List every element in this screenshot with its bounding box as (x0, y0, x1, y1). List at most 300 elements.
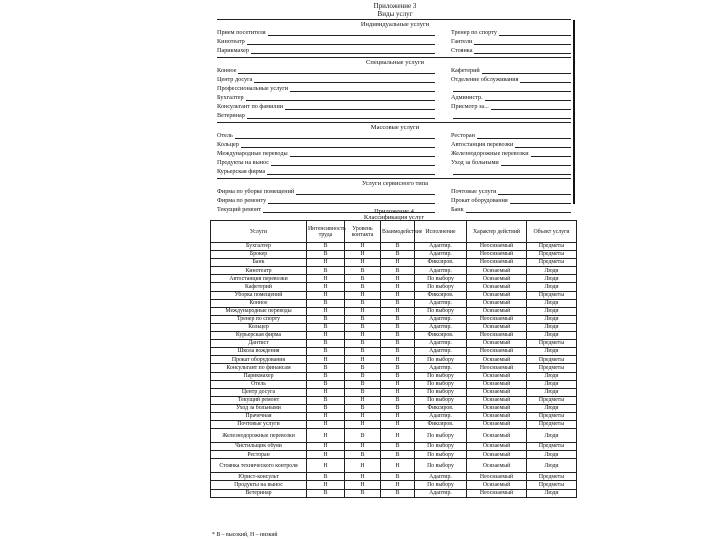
table-row (211, 332, 577, 340)
table-cell: В (381, 315, 415, 323)
table-row (211, 243, 577, 251)
service-name: Фирма по уборке помещений (217, 188, 295, 195)
right-service-line (451, 111, 571, 120)
table-cell: Н (307, 451, 345, 459)
table-row (211, 396, 577, 404)
service-name: Кинотеатр (217, 38, 245, 45)
table-cell: Предметы (527, 473, 577, 481)
service-name-cell: Стоянка технического контроля (211, 459, 307, 473)
table-cell: Н (345, 259, 381, 267)
table-cell: Неосязаемый (467, 332, 527, 340)
table-cell: Н (345, 421, 381, 429)
table-cell: В (345, 315, 381, 323)
table-cell: Н (345, 459, 381, 473)
table-cell: Адаптир. (415, 340, 467, 348)
table-cell: Люди (527, 372, 577, 380)
table-cell: Н (307, 356, 345, 364)
table-cell: В (307, 315, 345, 323)
right-service-line (451, 93, 571, 102)
table-cell: Н (307, 275, 345, 283)
table-cell: Люди (527, 380, 577, 388)
table-row (211, 481, 577, 489)
table-cell: Н (381, 283, 415, 291)
table-cell: Фиксиров. (415, 421, 467, 429)
table-cell: Н (307, 443, 345, 451)
table-cell: Люди (527, 307, 577, 315)
table-cell: Люди (527, 459, 577, 473)
table-cell: По выбору (415, 283, 467, 291)
table-cell: В (307, 473, 345, 481)
table-row (211, 489, 577, 497)
table-cell: По выбору (415, 396, 467, 404)
left-service-line (217, 149, 435, 158)
table-row (211, 388, 577, 396)
service-name: Текущий ремонт (217, 206, 262, 213)
service-name-cell: Текущий ремонт (211, 396, 307, 404)
table-row (211, 473, 577, 481)
table-cell: Осязаемый (467, 412, 527, 420)
table-cell: Н (345, 412, 381, 420)
table-cell: В (381, 332, 415, 340)
table-row (211, 259, 577, 267)
service-name (451, 112, 453, 119)
table-cell: Предметы (527, 356, 577, 364)
service-name: Прием посетителя (217, 29, 266, 36)
service-name: Банк (451, 206, 464, 213)
service-name (451, 85, 453, 92)
table-body (211, 243, 577, 498)
service-name-cell: Тренер по спорту (211, 315, 307, 323)
table-cell: Осязаемый (467, 372, 527, 380)
table-cell: В (381, 396, 415, 404)
table-cell: Н (381, 307, 415, 315)
column-header: Характер действий (467, 221, 527, 243)
service-name-cell: Железнодорожные перевозки (211, 429, 307, 443)
table-cell: Н (381, 459, 415, 473)
right-service-line (451, 37, 571, 46)
service-name: Курьерская фирма (217, 168, 266, 175)
table-cell: В (381, 372, 415, 380)
table-cell: Люди (527, 267, 577, 275)
service-name: Международные переводы (217, 150, 288, 157)
table-cell: Предметы (527, 291, 577, 299)
service-name-cell: Автостанция перевозки (211, 275, 307, 283)
table-cell: По выбору (415, 356, 467, 364)
right-service-line (451, 75, 571, 84)
table-cell: В (345, 283, 381, 291)
table-cell: В (345, 388, 381, 396)
table-cell: В (381, 299, 415, 307)
table-cell: По выбору (415, 443, 467, 451)
table-footnote: * В – высокий, Н – низкий (212, 532, 278, 538)
service-name-cell: Кинотеатр (211, 267, 307, 275)
table-cell: В (345, 451, 381, 459)
table-cell: Люди (527, 275, 577, 283)
table-cell: В (307, 348, 345, 356)
table-row (211, 299, 577, 307)
table-cell: В (381, 451, 415, 459)
service-name-cell: Чистильщик обуви (211, 443, 307, 451)
service-name-cell: Прокат оборудования (211, 356, 307, 364)
table-cell: Предметы (527, 364, 577, 372)
table-row (211, 412, 577, 420)
table-cell: Осязаемый (467, 299, 527, 307)
table-cell: Адаптир. (415, 323, 467, 331)
table-cell: Осязаемый (467, 340, 527, 348)
table-cell: Адаптир. (415, 364, 467, 372)
table-cell: Н (307, 459, 345, 473)
left-service-line (217, 158, 435, 167)
right-service-line (451, 140, 571, 149)
service-name: Конное (217, 67, 237, 74)
table-cell: Н (307, 388, 345, 396)
service-name: Кольцер (217, 141, 239, 148)
table-cell: Предметы (527, 340, 577, 348)
service-name: Железнодорожные перевозки (451, 150, 529, 157)
service-name-cell: Брокер (211, 251, 307, 259)
table-cell: В (381, 267, 415, 275)
table-cell: В (345, 404, 381, 412)
appendix-4 (210, 208, 578, 540)
table-row (211, 364, 577, 372)
appendix-3-heading: Приложение 3 (373, 2, 417, 10)
table-cell: Адаптир. (415, 243, 467, 251)
service-classification-table (210, 220, 577, 498)
section-title: Индивидуальные услуги (360, 21, 430, 28)
service-name: Бухгалтер (217, 94, 244, 101)
table-cell: Адаптир. (415, 251, 467, 259)
service-name: Прокат оборудования (451, 197, 508, 204)
table-cell: Люди (527, 348, 577, 356)
service-name: Отель (217, 132, 233, 139)
table-cell: В (345, 372, 381, 380)
table-row (211, 356, 577, 364)
left-service-line (217, 84, 435, 93)
table-cell: Н (307, 481, 345, 489)
table-cell: Осязаемый (467, 267, 527, 275)
table-cell: Н (307, 307, 345, 315)
table-cell: Осязаемый (467, 451, 527, 459)
table-cell: Н (345, 251, 381, 259)
left-service-line (217, 75, 435, 84)
table-cell: В (381, 348, 415, 356)
table-cell: В (381, 340, 415, 348)
table-row (211, 429, 577, 443)
table-cell: Фиксиров. (415, 332, 467, 340)
service-name-cell: Международные переводы (211, 307, 307, 315)
table-cell: Осязаемый (467, 275, 527, 283)
service-name-cell: Парикмахер (211, 372, 307, 380)
table-cell: Люди (527, 332, 577, 340)
service-name-cell: Бухгалтер (211, 243, 307, 251)
table-cell: Фиксиров. (415, 404, 467, 412)
table-row (211, 459, 577, 473)
table-cell: В (345, 299, 381, 307)
left-service-line (217, 93, 435, 102)
table-cell: Н (381, 421, 415, 429)
table-cell: Неосязаемый (467, 489, 527, 497)
table-cell: В (381, 489, 415, 497)
table-cell: Неосязаемый (467, 348, 527, 356)
service-name-cell: Банк (211, 259, 307, 267)
table-cell: В (345, 489, 381, 497)
table-row (211, 307, 577, 315)
table-cell: В (345, 348, 381, 356)
left-service-line (217, 196, 435, 205)
table-cell: Осязаемый (467, 459, 527, 473)
service-name: Парикмахер (217, 47, 250, 54)
appendix-4-subheading: Классификация услуг (363, 214, 425, 221)
table-cell: Предметы (527, 396, 577, 404)
table-cell: По выбору (415, 307, 467, 315)
table-cell: Осязаемый (467, 421, 527, 429)
column-header: Уровень контакта (345, 221, 381, 243)
left-service-line (217, 111, 435, 120)
table-cell: Предметы (527, 243, 577, 251)
table-cell: Осязаемый (467, 481, 527, 489)
table-row (211, 348, 577, 356)
table-row (211, 372, 577, 380)
service-name-cell: Юрист-консульт (211, 473, 307, 481)
right-service-line (451, 46, 571, 55)
service-name: Почтовые услуги (451, 188, 497, 195)
table-row (211, 315, 577, 323)
right-service-line (451, 102, 571, 111)
table-cell: По выбору (415, 429, 467, 443)
table-cell: Фиксиров. (415, 291, 467, 299)
table-cell: По выбору (415, 388, 467, 396)
table-cell: В (345, 340, 381, 348)
service-name: Фирма по ремонту (217, 197, 267, 204)
table-cell: В (307, 251, 345, 259)
left-service-line (217, 187, 435, 196)
table-cell: Предметы (527, 481, 577, 489)
table-cell: Н (345, 243, 381, 251)
table-cell: Н (345, 443, 381, 451)
service-name: Центр досуга (217, 76, 253, 83)
table-cell: Н (307, 429, 345, 443)
table-cell: Н (307, 283, 345, 291)
service-name-cell: Кольцер (211, 323, 307, 331)
table-cell: Осязаемый (467, 356, 527, 364)
table-cell: Н (307, 332, 345, 340)
table-cell: В (307, 489, 345, 497)
service-name-cell: Конное (211, 299, 307, 307)
service-name-cell: Прачечная (211, 412, 307, 420)
table-cell: Н (345, 356, 381, 364)
column-header: Услуги (211, 221, 307, 243)
left-service-line (217, 102, 435, 111)
right-service-line (451, 167, 571, 176)
table-cell: Осязаемый (467, 283, 527, 291)
table-cell: Н (307, 412, 345, 420)
right-service-line (451, 158, 571, 167)
table-row (211, 340, 577, 348)
service-name: Гантели (451, 38, 473, 45)
table-cell: Н (381, 481, 415, 489)
section-title: Услуги сервисного типа (361, 180, 429, 187)
table-cell: В (307, 323, 345, 331)
table-cell: Неосязаемый (467, 364, 527, 372)
section-divider (217, 122, 571, 123)
table-cell: Неосязаемый (467, 243, 527, 251)
table-cell: Люди (527, 451, 577, 459)
table-cell: Предметы (527, 259, 577, 267)
left-service-line (217, 167, 435, 176)
table-row (211, 380, 577, 388)
table-row (211, 275, 577, 283)
service-name: Ресторан (451, 132, 475, 139)
table-cell: Люди (527, 315, 577, 323)
service-name: Продукты на вынос (217, 159, 270, 166)
table-cell: В (381, 404, 415, 412)
service-name: Присмотр за... (451, 103, 489, 110)
table-cell: По выбору (415, 481, 467, 489)
table-cell: Адаптир. (415, 299, 467, 307)
table-cell: Н (345, 307, 381, 315)
table-cell: В (307, 404, 345, 412)
table-cell: Предметы (527, 443, 577, 451)
service-name: Консультант по фамилии (217, 103, 284, 110)
table-cell: Н (381, 380, 415, 388)
service-name-cell: Курьерская фирма (211, 332, 307, 340)
left-service-line (217, 46, 435, 55)
right-service-line (451, 187, 571, 196)
column-header: Объект услуги (527, 221, 577, 243)
table-cell: В (345, 275, 381, 283)
table-cell: Н (307, 259, 345, 267)
section-title: Массовые услуги (370, 124, 420, 131)
section-divider (217, 57, 571, 58)
table-cell: По выбору (415, 275, 467, 283)
table-cell: По выбору (415, 451, 467, 459)
table-cell: В (381, 473, 415, 481)
table-cell: Адаптир. (415, 348, 467, 356)
table-cell: Люди (527, 323, 577, 331)
service-name (451, 168, 453, 175)
table-cell: В (381, 443, 415, 451)
table-cell: Н (345, 473, 381, 481)
left-service-line (217, 140, 435, 149)
table-cell: Адаптир. (415, 315, 467, 323)
left-service-line (217, 28, 435, 37)
left-service-line (217, 66, 435, 75)
table-cell: Осязаемый (467, 323, 527, 331)
table-cell: Н (381, 356, 415, 364)
service-name-cell: Дантист (211, 340, 307, 348)
table-cell: В (307, 340, 345, 348)
right-service-line (451, 196, 571, 205)
appendix-3-subheading: Виды услуг (377, 10, 413, 18)
table-cell: Предметы (527, 251, 577, 259)
table-cell: Н (381, 412, 415, 420)
service-name: Ветеринар (217, 112, 245, 119)
table-row (211, 421, 577, 429)
service-name-cell: Консультант по финансам (211, 364, 307, 372)
service-name: Тренер по спорту (451, 29, 497, 36)
table-cell: Люди (527, 404, 577, 412)
table-header-row (211, 221, 577, 243)
table-cell: Осязаемый (467, 443, 527, 451)
table-cell: В (307, 267, 345, 275)
column-header: Исполнение (415, 221, 467, 243)
table-cell: В (345, 323, 381, 331)
table-cell: В (345, 364, 381, 372)
table-cell: Фиксиров. (415, 259, 467, 267)
section-divider (217, 19, 571, 20)
table-cell: Неосязаемый (467, 473, 527, 481)
table-cell: В (307, 299, 345, 307)
table-cell: Адаптир. (415, 473, 467, 481)
table-cell: Н (381, 388, 415, 396)
table-cell: Осязаемый (467, 388, 527, 396)
table-cell: Н (381, 291, 415, 299)
right-service-line (451, 84, 571, 93)
table-cell: Люди (527, 489, 577, 497)
table-cell: Н (345, 291, 381, 299)
table-cell: Н (345, 481, 381, 489)
table-cell: Н (381, 429, 415, 443)
table-cell: В (345, 429, 381, 443)
table-cell: В (307, 364, 345, 372)
table-row (211, 267, 577, 275)
table-cell: Люди (527, 299, 577, 307)
section-title: Специальные услуги (366, 59, 424, 66)
section-divider (217, 178, 571, 179)
table-row (211, 291, 577, 299)
service-name: Профессиональные услуги (217, 85, 289, 92)
table-cell: Н (307, 421, 345, 429)
table-cell: В (381, 243, 415, 251)
service-name-cell: Кафетерий (211, 283, 307, 291)
table-cell: Н (307, 291, 345, 299)
service-name: Отделение обслуживания (451, 76, 519, 83)
table-cell: Н (345, 332, 381, 340)
service-name: Кафетерий (451, 67, 480, 74)
table-cell: По выбору (415, 372, 467, 380)
service-name-cell: Отель (211, 380, 307, 388)
appendix-4-heading: Приложение 4 (374, 208, 414, 215)
column-header: Интенсивность труда (307, 221, 345, 243)
service-name-cell: Ресторан (211, 451, 307, 459)
table-cell: Люди (527, 283, 577, 291)
table-cell: В (307, 372, 345, 380)
table-cell: В (381, 364, 415, 372)
table-cell: Н (381, 275, 415, 283)
right-service-line (451, 66, 571, 75)
table-cell: Люди (527, 388, 577, 396)
table-cell: Осязаемый (467, 380, 527, 388)
table-row (211, 251, 577, 259)
table-cell: В (345, 267, 381, 275)
column-header: Взаимодействие (381, 221, 415, 243)
table-cell: Адаптир. (415, 412, 467, 420)
service-name-cell: Уборка помещений (211, 291, 307, 299)
service-name: Стоянка (451, 47, 473, 54)
table-cell: В (307, 243, 345, 251)
service-name: Администр. (451, 94, 483, 101)
table-cell: В (307, 380, 345, 388)
table-cell: Адаптир. (415, 489, 467, 497)
table-row (211, 404, 577, 412)
table-cell: В (307, 396, 345, 404)
right-service-line (451, 131, 571, 140)
table-row (211, 443, 577, 451)
table-cell: Неосязаемый (467, 251, 527, 259)
table-cell: Неосязаемый (467, 259, 527, 267)
table-row (211, 283, 577, 291)
table-cell: По выбору (415, 459, 467, 473)
